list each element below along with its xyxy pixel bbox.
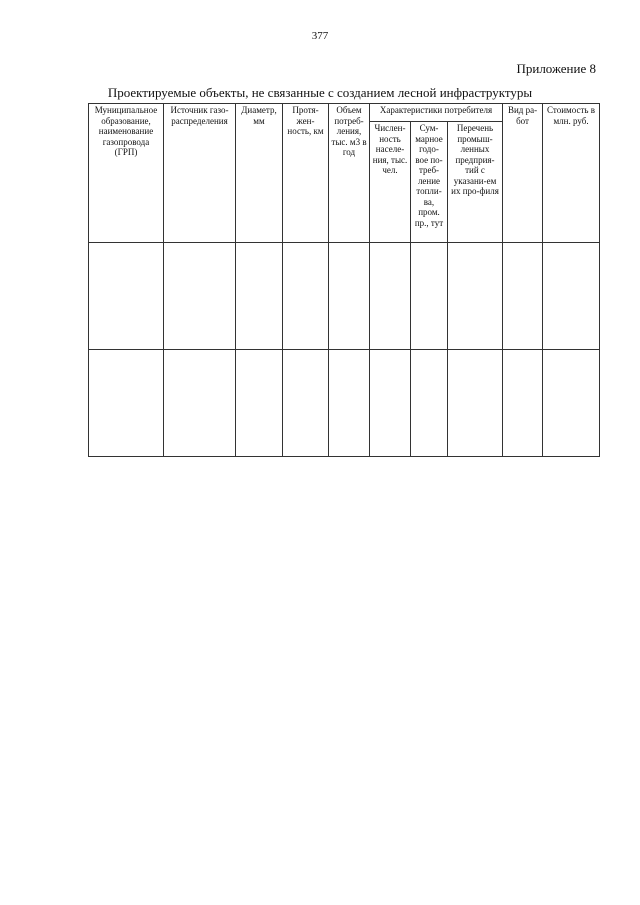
table-cell xyxy=(89,243,164,350)
table-cell xyxy=(89,350,164,457)
table-cell xyxy=(448,350,503,457)
subheader-fuel-consumption: Сум-марное годо-вое по-треб-ление топли-ва, пром. пр., тут xyxy=(411,122,448,243)
header-source: Источник газо-распределения xyxy=(164,104,236,243)
table-cell xyxy=(236,350,283,457)
table-row xyxy=(89,243,600,350)
table-cell xyxy=(503,243,543,350)
table-cell xyxy=(448,243,503,350)
table-cell xyxy=(543,350,600,457)
header-diameter: Диаметр, мм xyxy=(236,104,283,243)
header-municipality: Муниципальное образование, наименование газопровода (ГРП) xyxy=(89,104,164,243)
document-title: Проектируемые объекты, не связанные с созданием лесной инфраструктуры xyxy=(107,85,533,100)
header-consumer-characteristics: Характеристики потребителя xyxy=(370,104,503,122)
table-cell xyxy=(283,243,329,350)
table-cell xyxy=(329,350,370,457)
subheader-enterprises: Перечень промыш-ленных предприя-тий с указани-ем их про-филя xyxy=(448,122,503,243)
table-cell xyxy=(283,350,329,457)
table-cell xyxy=(164,243,236,350)
projects-table xyxy=(88,103,600,457)
table-cell xyxy=(329,243,370,350)
table-cell xyxy=(370,243,411,350)
table-cell xyxy=(503,350,543,457)
page-number: 377 xyxy=(311,30,329,42)
header-row xyxy=(89,104,600,122)
table-row xyxy=(89,350,600,457)
table-cell xyxy=(164,350,236,457)
header-cost: Стоимость в млн. руб. xyxy=(543,104,600,243)
table-cell xyxy=(370,350,411,457)
appendix-label: Приложение 8 xyxy=(516,61,596,76)
header-consumption: Объем потреб-ления, тыс. м3 в год xyxy=(329,104,370,243)
table-cell xyxy=(411,243,448,350)
table-cell xyxy=(411,350,448,457)
header-work-type: Вид ра-бот xyxy=(503,104,543,243)
table-cell xyxy=(236,243,283,350)
header-length: Протя-жен-ность, км xyxy=(283,104,329,243)
subheader-population: Числен-ность населе-ния, тыс. чел. xyxy=(370,122,411,243)
table-cell xyxy=(543,243,600,350)
